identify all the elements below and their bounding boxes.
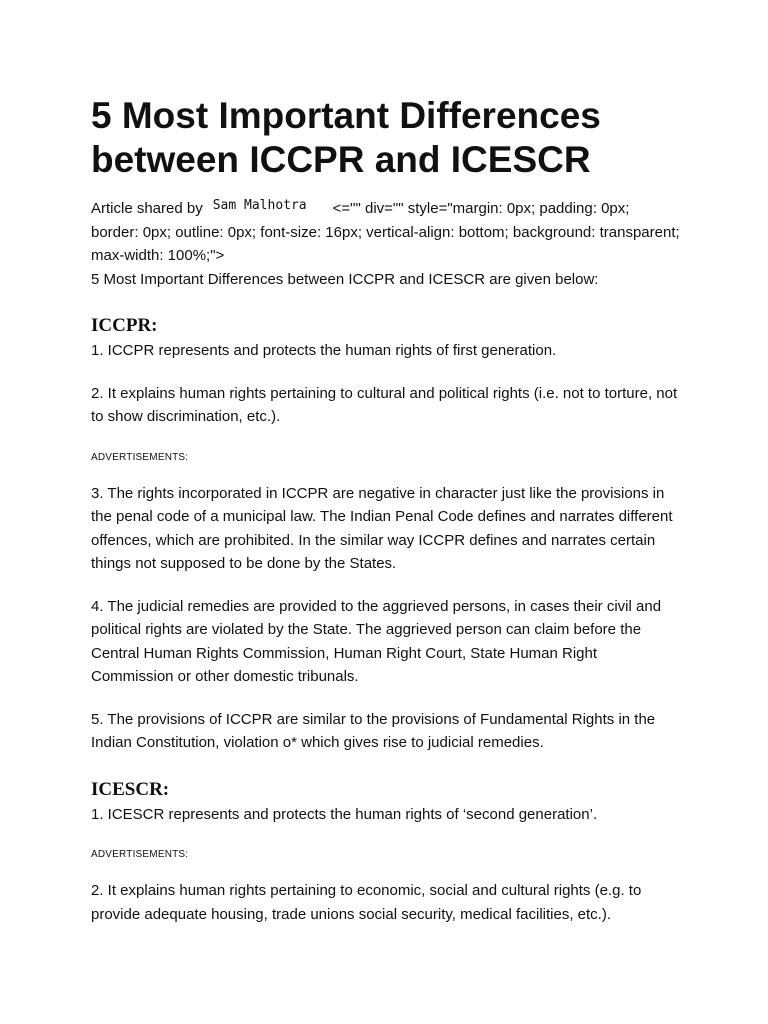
iccpr-point-1: 1. ICCPR represents and protects the human rights of first generation. [91, 342, 557, 359]
iccpr-point-2: 2. It explains human rights pertaining to cultural and political rights (i.e. not to torture, not to show discrimination, etc.). [91, 384, 678, 425]
byline-markup-artifact: <="" div="" style="margin: 0px; padding: 0px; border: 0px; outline: 0px; font-size: 16px; vertical-align: bottom; background: transparent; max-width: 100%;"> [91, 200, 680, 264]
iccpr-point-4: 4. The judicial remedies are provided to the aggrieved persons, in cases their civil and political rights are violated by the State. The aggrieved person can claim before the Central Human Rights Commission, Human Right Court, State Human Right Commission or other domestic tribunals. [91, 597, 662, 685]
iccpr-point-3: 3. The rights incorporated in ICCPR are negative in character just like the provisions in the penal code of a municipal law. The Indian Penal Code defines and narrates different offences, which are prohibited. In the similar way ICCPR defines and narrates certain things not supposed to be done by the States. [91, 484, 673, 572]
iccpr-point-5: 5. The provisions of ICCPR are similar to the provisions of Fundamental Rights in the Indian Constitution, violation o* which gives rise to judicial remedies. [91, 710, 656, 751]
iccpr-heading: ICCPR: [91, 315, 158, 336]
byline [91, 194, 681, 268]
article-title: 5 Most Important Differences between ICCPR and ICESCR [91, 95, 601, 180]
intro-paragraph: 5 Most Important Differences between ICCPR and ICESCR are given below: [91, 270, 599, 288]
icescr-point-2: 2. It explains human rights pertaining to economic, social and cultural rights (e.g. to provide adequate housing, trade unions social security, medical facilities, etc.). [91, 882, 642, 923]
byline-prefix: Article shared by [91, 200, 203, 217]
advertisement-label: ADVERTISEMENTS: [91, 451, 189, 463]
advertisement-label: ADVERTISEMENTS: [91, 849, 189, 860]
author-name[interactable]: Sam Malhotra [212, 198, 307, 213]
article [91, 94, 681, 926]
icescr-heading: ICESCR: [91, 778, 170, 800]
icescr-point-1: 1. ICESCR represents and protects the human rights of ‘second generation’. [91, 805, 598, 823]
